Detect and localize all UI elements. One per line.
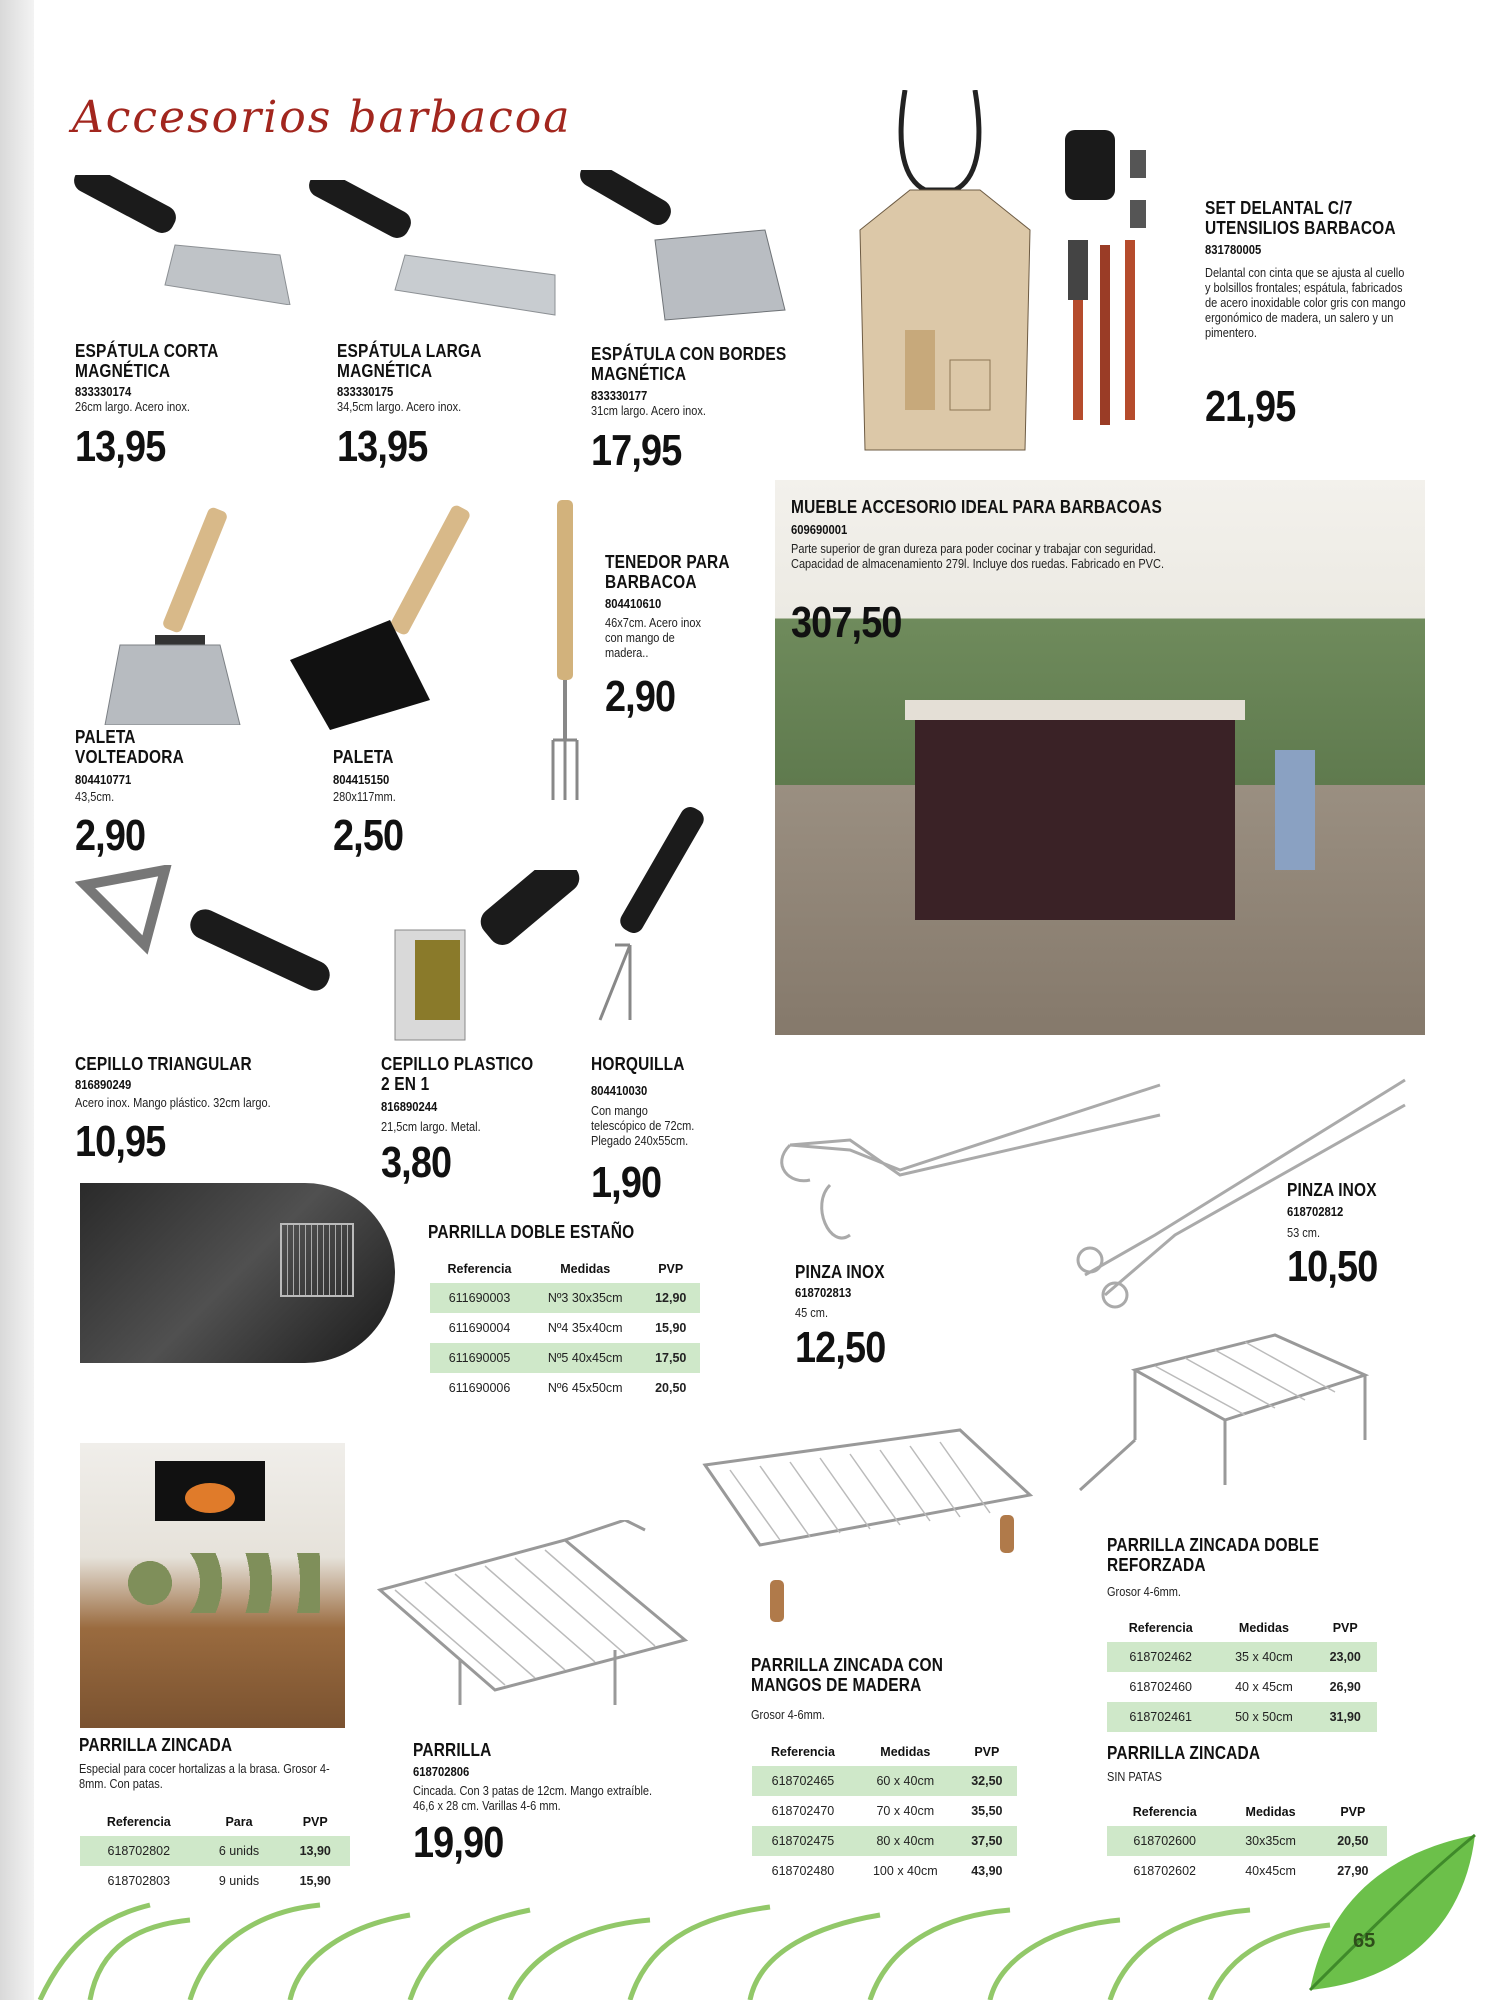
table-cell: 618702602 <box>1133 1864 1196 1878</box>
spatula-edges-image <box>575 170 795 330</box>
product-ref: 618702812 <box>1287 1205 1344 1219</box>
product-ref: 804410771 <box>75 773 132 787</box>
product-price: 1,90 <box>591 1158 662 1207</box>
product-price: 12,50 <box>795 1323 886 1372</box>
product-name: PALETA VOLTEADORA <box>75 727 184 767</box>
table-row <box>80 1866 350 1896</box>
product-name: PINZA INOX <box>795 1262 885 1282</box>
table-cell: 618702460 <box>1129 1680 1192 1694</box>
spatula-long-image <box>305 180 565 320</box>
page-number: 65 <box>1353 1930 1376 1952</box>
table-cell: 35 x 40cm <box>1214 1642 1313 1672</box>
product-ref: 831780005 <box>1205 243 1262 257</box>
product-price: 13,95 <box>337 422 428 471</box>
product-price: 307,50 <box>791 598 902 647</box>
grass-decoration <box>30 1895 1501 2000</box>
product-ref: 833330175 <box>337 385 394 399</box>
table-cell: 50 x 50cm <box>1214 1702 1313 1732</box>
product-ref: 609690001 <box>791 523 848 537</box>
table-cell: 15,90 <box>299 1874 331 1888</box>
apron-set-image <box>850 90 1180 460</box>
table-row <box>1107 1702 1377 1732</box>
product-ref: 833330174 <box>75 385 132 399</box>
double-grill-table <box>430 1255 700 1403</box>
product-price: 2,90 <box>605 672 676 721</box>
table-row <box>80 1836 350 1866</box>
table-cell: 60 x 40cm <box>854 1766 957 1796</box>
table-cell: 100 x 40cm <box>872 1864 938 1878</box>
col-header: Medidas <box>1245 1805 1296 1819</box>
artichokes <box>120 1553 320 1613</box>
product-name: CEPILLO PLASTICO 2 EN 1 <box>381 1054 534 1094</box>
product-name: ESPÁTULA LARGA MAGNÉTICA <box>337 341 482 381</box>
col-header: Medidas <box>560 1262 611 1276</box>
table-row <box>752 1826 1017 1856</box>
table-row <box>752 1766 1017 1796</box>
product-desc: 21,5cm largo. Metal. <box>381 1120 481 1134</box>
product-desc: 53 cm. <box>1287 1226 1321 1240</box>
table-cell: 37,50 <box>957 1826 1017 1856</box>
table-row <box>430 1283 700 1313</box>
product-desc: 34,5cm largo. Acero inox. <box>337 400 462 414</box>
product-price: 13,95 <box>75 422 166 471</box>
product-name: ESPÁTULA CORTA MAGNÉTICA <box>75 341 219 381</box>
product-desc: Delantal con cinta que se ajusta al cuello y bolsillos frontales; espátula, fabricados de acero inoxidable color gris con mango ergonómico de madera, un salero y un pimentero. <box>1205 266 1406 340</box>
col-header: PVP <box>974 1745 1000 1759</box>
product-name: SET DELANTAL C/7 UTENSILIOS BARBACOA <box>1205 198 1396 238</box>
table-cell: 23,00 <box>1313 1642 1377 1672</box>
product-name: HORQUILLA <box>591 1054 685 1074</box>
table-row <box>1107 1642 1377 1672</box>
cart-top <box>905 700 1245 720</box>
product-desc: 46x7cm. Acero inox con mango de madera.. <box>605 616 702 660</box>
table-cell: 26,90 <box>1329 1680 1361 1694</box>
table-row <box>430 1313 700 1343</box>
product-ref: 816890244 <box>381 1100 438 1114</box>
col-header: Referencia <box>1132 1805 1197 1819</box>
spatula-short-image <box>70 175 310 305</box>
col-header: Referencia <box>106 1815 171 1829</box>
table-cell: 618702470 <box>771 1804 835 1818</box>
product-ref: 618702813 <box>795 1286 852 1300</box>
double-grill-photo <box>80 1183 395 1363</box>
product-price: 2,50 <box>333 811 404 860</box>
product-desc: 280x117mm. <box>333 790 396 804</box>
product-desc: 26cm largo. Acero inox. <box>75 400 190 414</box>
table-title: PARRILLA ZINCADA <box>1107 1743 1261 1763</box>
table-cell: Nº6 45x50cm <box>547 1381 623 1395</box>
product-name: MUEBLE ACCESORIO IDEAL PARA BARBACOAS <box>791 497 1163 517</box>
table-cell: 9 unids <box>218 1874 260 1888</box>
table-cell: Nº5 40x45cm <box>529 1343 641 1373</box>
table-cell: 15,90 <box>655 1321 687 1335</box>
vegetable-grill-photo <box>80 1443 345 1728</box>
col-header: Referencia <box>1128 1621 1193 1635</box>
product-price: 10,50 <box>1287 1242 1378 1291</box>
product-ref: 618702806 <box>413 1765 470 1779</box>
table-cell: Nº4 35x40cm <box>547 1321 623 1335</box>
table-cell: 618702462 <box>1107 1642 1214 1672</box>
table-title: PARRILLA ZINCADA DOBLE REFORZADA <box>1107 1535 1320 1575</box>
towel <box>1275 750 1315 870</box>
table-title: PARRILLA ZINCADA CON MANGOS DE MADERA <box>751 1655 944 1695</box>
table-cell: Nº3 30x35cm <box>529 1283 641 1313</box>
grill-rack <box>280 1223 354 1297</box>
product-name: PARRILLA <box>413 1740 492 1760</box>
product-price: 21,95 <box>1205 382 1296 431</box>
table-row <box>430 1343 700 1373</box>
reinforced-grill-image <box>1075 1300 1385 1510</box>
product-price: 17,95 <box>591 426 682 475</box>
table-cell: 618702465 <box>752 1766 854 1796</box>
table-cell: 20,50 <box>1319 1826 1387 1856</box>
product-name: PALETA <box>333 747 394 767</box>
col-header: Para <box>225 1815 253 1829</box>
table-title: PARRILLA DOBLE ESTAÑO <box>428 1222 635 1242</box>
shovel-paddle-image <box>280 500 510 730</box>
table-cell: 40x45cm <box>1245 1864 1296 1878</box>
table-cell: 27,90 <box>1337 1864 1369 1878</box>
table-cell: 70 x 40cm <box>876 1804 935 1818</box>
table-cell: 32,50 <box>957 1766 1017 1796</box>
table-row <box>1107 1672 1377 1702</box>
col-header: PVP <box>658 1262 684 1276</box>
product-desc: Parte superior de gran dureza para poder cocinar y trabajar con seguridad. Capacidad de almacenamiento 279l. Incluye dos ruedas. Fabricado en PVC. <box>791 542 1165 571</box>
table-desc: Grosor 4-6mm. <box>751 1708 825 1722</box>
table-title: PARRILLA ZINCADA <box>79 1735 233 1755</box>
product-price: 3,80 <box>381 1138 452 1187</box>
product-desc: 45 cm. <box>795 1306 829 1320</box>
bbq-fork-image <box>545 470 585 810</box>
table-cell: 6 unids <box>198 1836 281 1866</box>
table-cell: 12,90 <box>641 1283 700 1313</box>
table-row <box>430 1373 700 1403</box>
leaf-icon <box>1300 1830 1480 2000</box>
col-header: PVP <box>302 1815 328 1829</box>
wooden-handle-grill-table <box>752 1738 1017 1886</box>
grill-legs-image <box>375 1520 695 1710</box>
fire <box>185 1483 235 1513</box>
table-cell: 618702600 <box>1107 1826 1222 1856</box>
table-cell: 13,90 <box>280 1836 350 1866</box>
table-cell: 611690003 <box>430 1283 529 1313</box>
page-edge <box>0 0 34 2000</box>
product-price: 2,90 <box>75 811 146 860</box>
col-header: Referencia <box>447 1262 512 1276</box>
table-desc: SIN PATAS <box>1107 1770 1163 1784</box>
col-header: Referencia <box>770 1745 835 1759</box>
wooden-handle-grill-image <box>700 1425 1045 1625</box>
col-header: PVP <box>1340 1805 1366 1819</box>
product-desc: Con mango telescópico de 72cm. Plegado 240x55cm. <box>591 1104 695 1148</box>
product-desc: Acero inox. Mango plástico. 32cm largo. <box>75 1096 271 1110</box>
product-desc: Cincada. Con 3 patas de 12cm. Mango extraíble. 46,6 x 28 cm. Varillas 4-6 mm. <box>413 1784 653 1813</box>
table-cell: 43,90 <box>971 1864 1003 1878</box>
triangle-brush-image <box>75 865 355 1055</box>
table-cell: 611690005 <box>430 1343 529 1373</box>
reinforced-grill-table <box>1107 1614 1377 1732</box>
telescopic-fork-image <box>590 795 740 1025</box>
table-cell: 20,50 <box>655 1381 687 1395</box>
turner-paddle-image <box>100 495 290 725</box>
product-desc: 43,5cm. <box>75 790 115 804</box>
col-header: Medidas <box>1238 1621 1289 1635</box>
product-name: CEPILLO TRIANGULAR <box>75 1054 252 1074</box>
table-cell: 40 x 45cm <box>1235 1680 1293 1694</box>
col-header: Medidas <box>880 1745 931 1759</box>
table-cell: 611690006 <box>448 1381 511 1395</box>
table-row <box>752 1796 1017 1826</box>
table-cell: 35,50 <box>971 1804 1003 1818</box>
table-cell: 611690004 <box>448 1321 511 1335</box>
table-cell: 17,50 <box>641 1343 700 1373</box>
plastic-brush-image <box>385 870 595 1050</box>
table-cell: 31,90 <box>1313 1702 1377 1732</box>
product-ref: 804415150 <box>333 773 390 787</box>
page-title: Accesorios barbacoa <box>72 92 572 143</box>
table-cell: 618702802 <box>80 1836 198 1866</box>
product-name: PINZA INOX <box>1287 1180 1377 1200</box>
product-desc: 31cm largo. Acero inox. <box>591 404 706 418</box>
product-price: 10,95 <box>75 1117 166 1166</box>
product-price: 19,90 <box>413 1818 504 1867</box>
table-desc: Grosor 4-6mm. <box>1107 1585 1181 1599</box>
zinc-grill-table <box>80 1808 350 1896</box>
product-ref: 804410030 <box>591 1084 648 1098</box>
table-cell: 618702480 <box>771 1864 835 1878</box>
table-cell: 30x35cm <box>1222 1826 1318 1856</box>
table-cell: 618702475 <box>752 1826 854 1856</box>
product-ref: 816890249 <box>75 1078 132 1092</box>
col-header: PVP <box>1332 1621 1358 1635</box>
table-row <box>752 1856 1017 1886</box>
table-cell: 618702461 <box>1107 1702 1214 1732</box>
cart-body <box>915 720 1235 920</box>
product-name: ESPÁTULA CON BORDES MAGNÉTICA <box>591 344 787 384</box>
table-cell: 618702803 <box>107 1874 171 1888</box>
table-cell: 80 x 40cm <box>854 1826 957 1856</box>
product-ref: 804410610 <box>605 597 662 611</box>
product-name: TENEDOR PARA BARBACOA <box>605 552 730 592</box>
product-ref: 833330177 <box>591 389 648 403</box>
table-desc: Especial para cocer hortalizas a la brasa. Grosor 4-8mm. Con patas. <box>79 1762 330 1791</box>
